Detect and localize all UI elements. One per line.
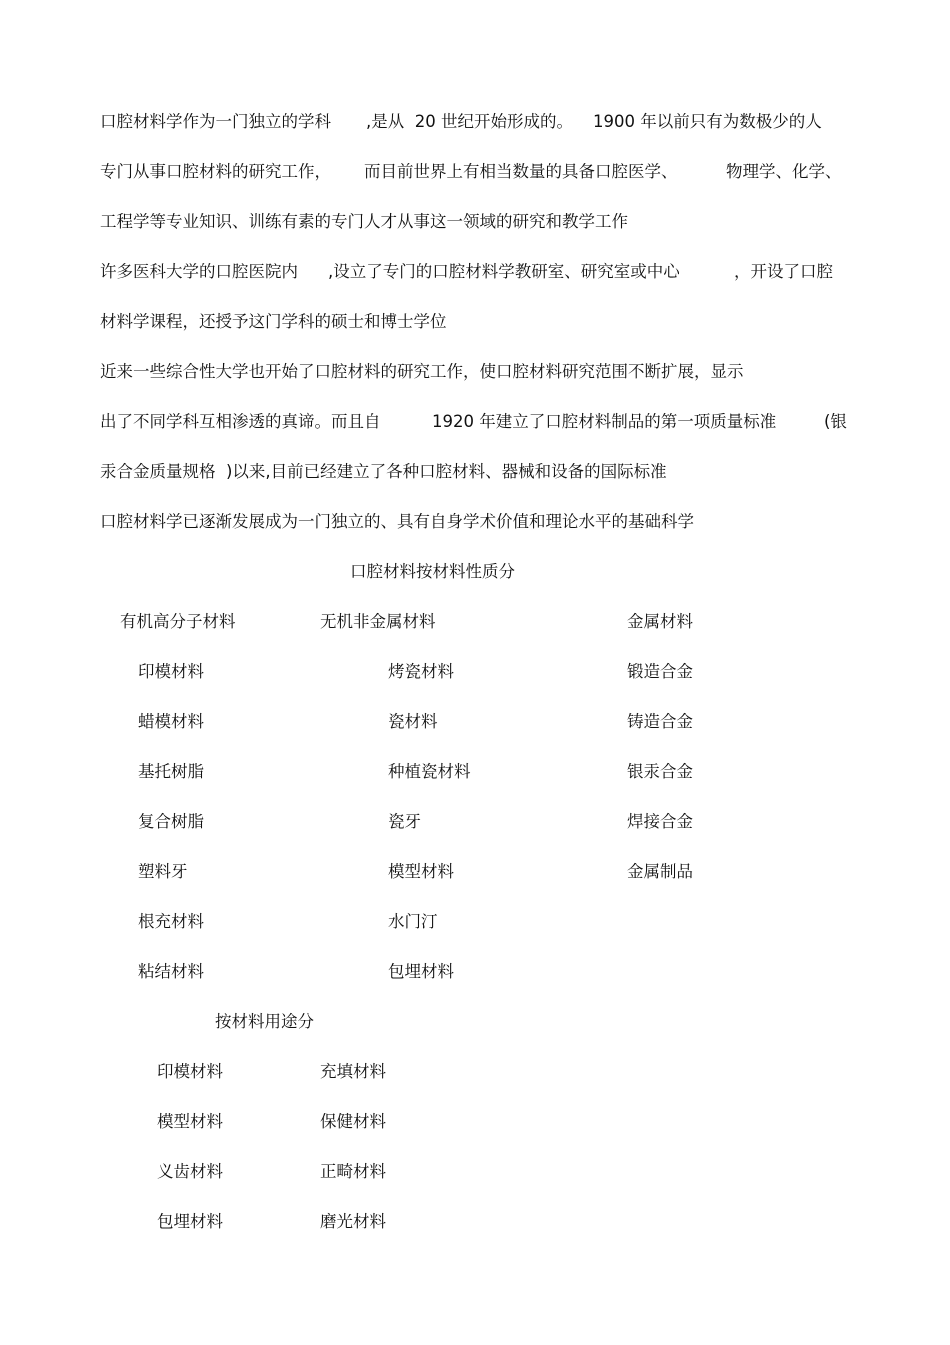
material-item: 瓷材料 — [388, 712, 438, 731]
paragraph-text: 1920 年建立了口腔材料制品的第一项质量标准 — [432, 412, 777, 431]
material-item: 充填材料 — [320, 1062, 386, 1081]
paragraph-text: 出了不同学科互相渗透的真谛。而且自 — [100, 412, 381, 431]
material-item: 焊接合金 — [627, 812, 693, 831]
material-item: 模型材料 — [157, 1112, 223, 1131]
material-item: 塑料牙 — [138, 862, 188, 881]
paragraph-text: 物理学、化学、 — [726, 162, 842, 181]
paragraph-text: (银 — [824, 412, 847, 431]
paragraph-text: 汞合金质量规格 )以来,目前已经建立了各种口腔材料、器械和设备的国际标准 — [100, 462, 667, 481]
category-header: 金属材料 — [627, 612, 693, 631]
material-item: 瓷牙 — [388, 812, 421, 831]
material-item: 蜡模材料 — [138, 712, 204, 731]
material-item: 正畸材料 — [320, 1162, 386, 1181]
material-item: 复合树脂 — [138, 812, 204, 831]
paragraph-text: 许多医科大学的口腔医院内 — [100, 262, 298, 281]
material-item: 种植瓷材料 — [388, 762, 471, 781]
paragraph-text: 工程学等专业知识、训练有素的专门人才从事这一领域的研究和教学工作 — [100, 212, 628, 231]
paragraph-text: 口腔材料学已逐渐发展成为一门独立的、具有自身学术价值和理论水平的基础科学 — [100, 512, 694, 531]
material-item: 磨光材料 — [320, 1212, 386, 1231]
category-header: 无机非金属材料 — [320, 612, 436, 631]
material-item: 保健材料 — [320, 1112, 386, 1131]
material-item: 铸造合金 — [627, 712, 693, 731]
material-item: 印模材料 — [138, 662, 204, 681]
paragraph-text: 1900 年以前只有为数极少的人 — [593, 112, 822, 131]
material-item: 水门汀 — [388, 912, 438, 931]
section-title: 按材料用途分 — [215, 1012, 314, 1031]
material-item: 包埋材料 — [157, 1212, 223, 1231]
paragraph-text: ,设立了专门的口腔材料学教研室、研究室或中心 — [328, 262, 680, 281]
material-item: 包埋材料 — [388, 962, 454, 981]
material-item: 义齿材料 — [157, 1162, 223, 1181]
paragraph-text: 口腔材料学作为一门独立的学科 — [100, 112, 331, 131]
material-item: 银汞合金 — [627, 762, 693, 781]
material-item: 金属制品 — [627, 862, 693, 881]
material-item: 印模材料 — [157, 1062, 223, 1081]
material-item: 烤瓷材料 — [388, 662, 454, 681]
material-item: 基托树脂 — [138, 762, 204, 781]
material-item: 模型材料 — [388, 862, 454, 881]
material-item: 锻造合金 — [627, 662, 693, 681]
paragraph-text: 材料学课程，还授予这门学科的硕士和博士学位 — [100, 312, 447, 331]
paragraph-text: 专门从事口腔材料的研究工作， — [100, 162, 331, 181]
paragraph-text: 近来一些综合性大学也开始了口腔材料的研究工作，使口腔材料研究范围不断扩展，显示 — [100, 362, 744, 381]
paragraph-text: ,是从 20 世纪开始形成的。 — [366, 112, 573, 131]
material-item: 粘结材料 — [138, 962, 204, 981]
paragraph-text: 而目前世界上有相当数量的具备口腔医学、 — [364, 162, 678, 181]
paragraph-text: ，开设了口腔 — [734, 262, 833, 281]
section-title: 口腔材料按材料性质分 — [350, 562, 515, 581]
category-header: 有机高分子材料 — [120, 612, 236, 631]
material-item: 根充材料 — [138, 912, 204, 931]
